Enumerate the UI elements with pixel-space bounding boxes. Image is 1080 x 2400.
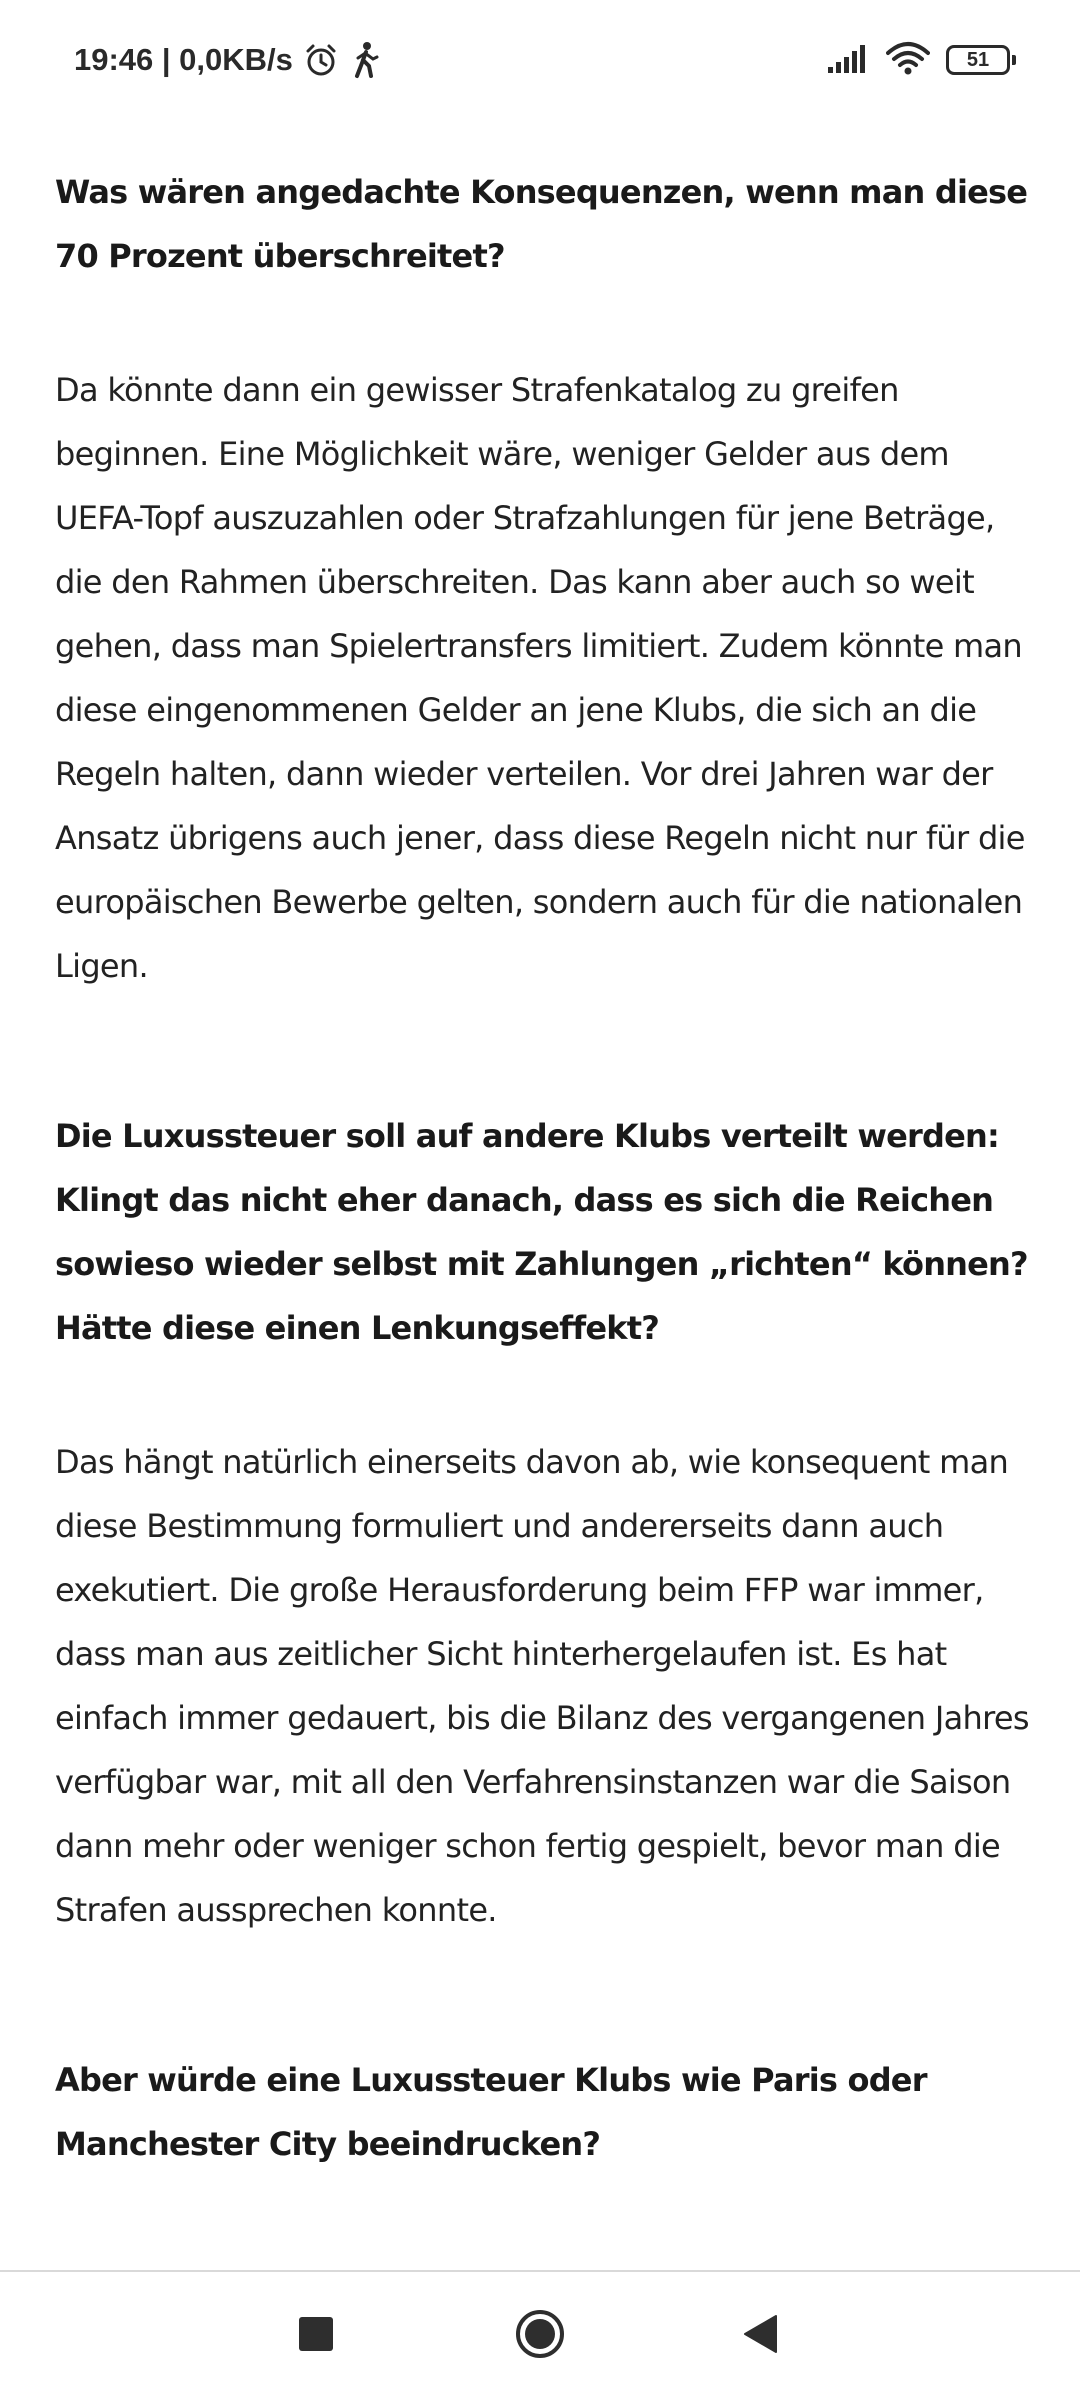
wifi-icon: [886, 41, 930, 79]
alarm-icon: [303, 42, 339, 78]
battery-level: 51: [966, 48, 990, 71]
status-bar: [0, 0, 1080, 118]
recents-square-icon: [298, 2316, 334, 2356]
signal-icon: [828, 43, 870, 77]
status-right: [828, 36, 1010, 84]
status-left: [74, 36, 381, 84]
article-body: [55, 160, 1040, 2176]
system-nav-bar: [0, 2272, 1080, 2400]
battery-icon: [946, 45, 1010, 75]
home-circle-icon: [514, 2308, 566, 2364]
answer-1: Da könnte dann ein gewisser Strafenkatalog zu greifen beginnen. Eine Möglichkeit wäre, weniger Gelder aus dem UEFA-Topf auszuzahlen oder Strafzahlungen für jene Beträge, die den Rahmen überschreiten. Das kann aber auch so weit gehen, dass man Spielertransfers limitiert. Zudem könnte man diese eingenommenen Gelder an jene Klubs, die sich an die Regeln halten, dann wieder verteilen. Vor drei Jahren war der Ansatz übrigens auch jener, dass diese Regeln nicht nur für die europäischen Bewerbe gelten, sondern auch für die nationalen Ligen.: [55, 371, 1025, 985]
status-time-speed: 19:46 | 0,0KB/s: [74, 42, 293, 77]
back-triangle-icon: [742, 2314, 778, 2358]
question-1: Was wären angedachte Konsequenzen, wenn man diese 70 Prozent überschreitet?: [55, 173, 1028, 275]
answer-2: Das hängt natürlich einerseits davon ab, wie konsequent man diese Bestimmung formuliert und andererseits dann auch exekutiert. Die große Herausforderung beim FFP war immer, dass man aus zeitlicher Sicht hinterhergelaufen ist. Es hat einfach immer gedauert, bis die Bilanz des vergangenen Jahres verfügbar war, mit all den Verfahrensinstanzen war die Saison dann mehr oder weniger schon fertig gespielt, bevor man die Strafen aussprechen konnte.: [55, 1443, 1029, 1929]
walking-icon: [349, 41, 381, 79]
question-2: Die Luxussteuer soll auf andere Klubs verteilt werden: Klingt das nicht eher danach, dass es sich die Reichen sowieso wieder selbst mit Zahlungen „richten“ können? Hätte diese einen Lenkungseffekt?: [55, 1117, 1028, 1347]
home-button[interactable]: [480, 2272, 600, 2400]
question-3: Aber würde eine Luxussteuer Klubs wie Paris oder Manchester City beeindrucken?: [55, 2061, 927, 2163]
recents-button[interactable]: [256, 2272, 376, 2400]
back-button[interactable]: [700, 2272, 820, 2400]
